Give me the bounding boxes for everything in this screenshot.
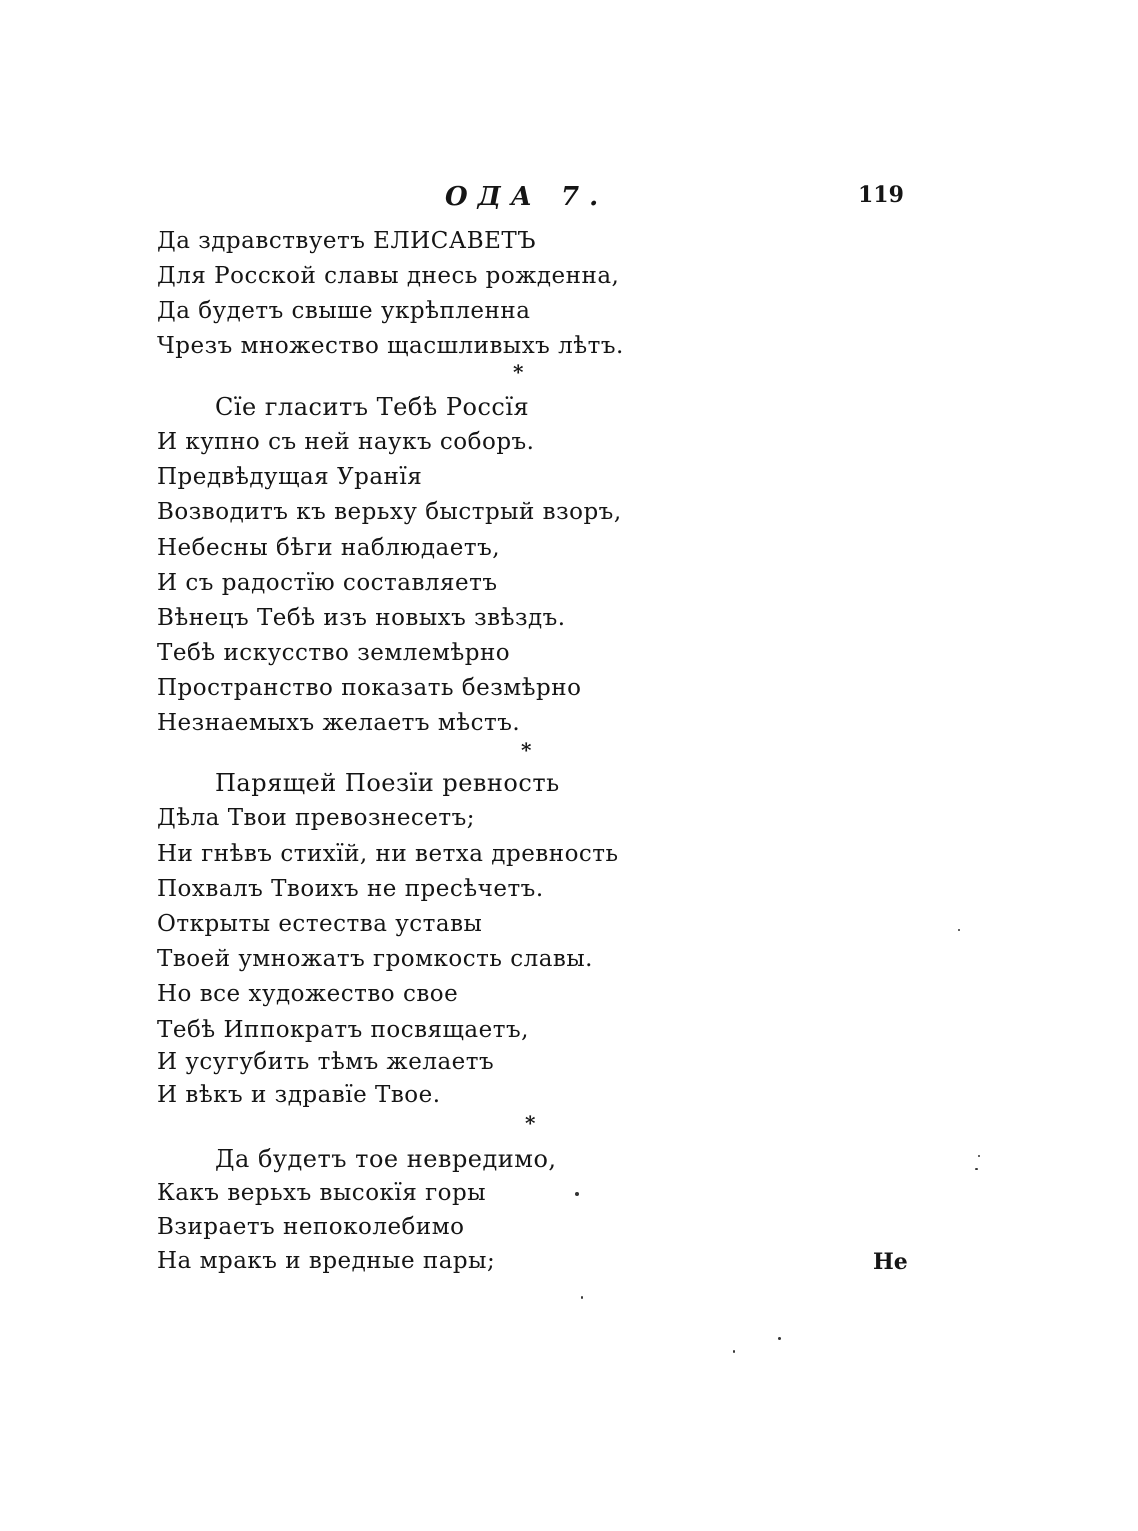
page-number: 119 (858, 182, 904, 208)
verse-line: Чрезъ множество щасшливыхъ лѣтъ. (157, 333, 624, 359)
verse-line: Открыты естества уставы (157, 911, 483, 937)
print-speck (575, 1192, 579, 1196)
print-speck (975, 1168, 978, 1170)
verse-line: Взираетъ непоколебимо (157, 1214, 465, 1240)
print-speck (733, 1350, 735, 1353)
verse-line: И вѣкъ и здравїе Твое. (157, 1082, 441, 1108)
stanza-separator: * (521, 738, 532, 762)
print-speck (978, 1155, 980, 1157)
verse-line: Дѣла Твои превознесетъ; (157, 805, 476, 831)
page-header-title: ОДА 7. (445, 182, 609, 212)
catchword: Не (873, 1249, 908, 1275)
verse-line: Тебѣ искусство землемѣрно (157, 640, 511, 666)
stanza-separator: * (525, 1111, 536, 1135)
verse-line: Вѣнецъ Тебѣ изъ новыхъ звѣздъ. (157, 605, 566, 631)
verse-line: И съ радостїю составляетъ (157, 570, 498, 596)
verse-line: Предвѣдущая Уранїя (157, 464, 423, 490)
verse-line: Какъ верьхъ высокїя горы (157, 1180, 487, 1206)
verse-line: На мракъ и вредные пары; (157, 1248, 496, 1274)
verse-line: Сїе гласитъ Тебѣ Россїя (215, 393, 530, 421)
verse-line: Незнаемыхъ желаетъ мѣстъ. (157, 710, 521, 736)
verse-line: Но все художество свое (157, 981, 459, 1007)
verse-line: Для Росской славы днесь рожденна, (157, 263, 620, 289)
verse-line: Ни гнѣвъ стихїй, ни ветха древность (157, 841, 619, 867)
verse-line: Небесны бѣги наблюдаетъ, (157, 535, 501, 561)
verse-line: Возводитъ къ верьху быстрый взоръ, (157, 499, 622, 525)
print-speck (958, 929, 960, 931)
verse-line: Да здравствуетъ ЕЛИСАВЕТЪ (157, 228, 537, 254)
verse-line: И усугубить тѣмъ желаетъ (157, 1049, 495, 1075)
stanza-separator: * (513, 360, 524, 384)
verse-line: Пространство показать безмѣрно (157, 675, 582, 701)
print-speck (581, 1296, 583, 1299)
verse-line: Тебѣ Иппократъ посвящаетъ, (157, 1017, 529, 1043)
verse-line: Да будетъ тое невредимо, (215, 1145, 557, 1173)
verse-line: Похвалъ Твоихъ не пресѣчетъ. (157, 876, 544, 902)
verse-line: И купно съ ней наукъ соборъ. (157, 429, 535, 455)
print-speck (778, 1337, 781, 1340)
verse-line: Да будетъ свыше укрѣпленна (157, 298, 531, 324)
verse-line: Парящей Поезїи ревность (215, 769, 560, 797)
verse-line: Твоей умножатъ громкость славы. (157, 946, 593, 972)
